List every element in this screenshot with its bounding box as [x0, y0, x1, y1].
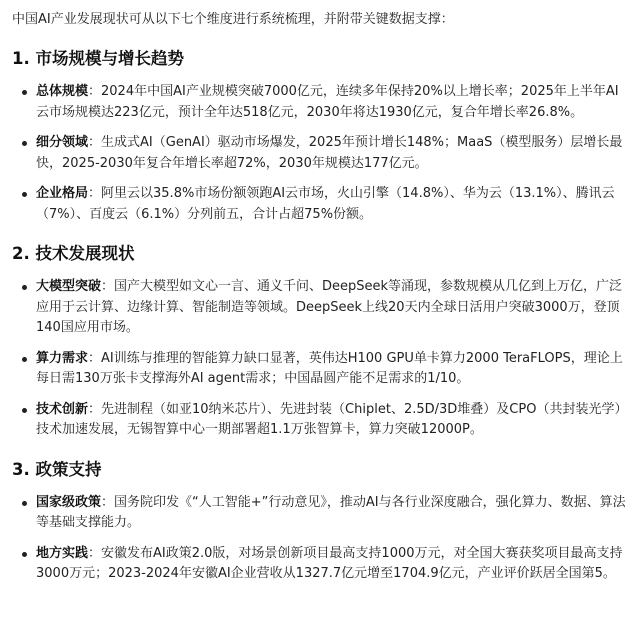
item-text: ：AI训练与推理的智能算力缺口显著，英伟达H100 GPU单卡算力2000 TeraFLOPS，理论上每日需130万张卡支撑海外AI agent需求；中国晶圆产能不足需求的1/10。: [36, 350, 623, 386]
item-text: ：2024年中国AI产业规模突破7000亿元，连续多年保持20%以上增长率；2025年上半年AI云市场规模达223亿元，预计全年达518亿元，2030年将达1930亿元，复合年增长率26.8%。: [36, 84, 619, 120]
bullet-icon: [22, 408, 27, 413]
bullet-icon: [22, 552, 27, 557]
item-text: ：国务院印发《“人工智能+”行动意见》，推动AI与各行业深度融合，强化算力、数据、算法等基础支撑能力。: [36, 494, 626, 530]
item-label: 国家级政策: [36, 494, 102, 510]
item-label: 技术创新: [36, 401, 89, 417]
section-policy: [12, 459, 626, 585]
section-title: 3. 政策支持: [12, 459, 102, 479]
bullet-list: [12, 277, 626, 441]
item-text: ：阿里云以35.8%市场份额领跑AI云市场，火山引擎（14.8%）、华为云（13.1%）、腾讯云（7%）、百度云（6.1%）分列前五，合计占超75%份额。: [36, 186, 615, 222]
item-label: 地方实践: [36, 545, 89, 561]
list-item: [12, 493, 626, 534]
bullet-list: [12, 82, 626, 225]
item-label: 细分领域: [36, 135, 89, 150]
section-title: 2. 技术发展现状: [12, 244, 135, 263]
section-market: [12, 48, 626, 225]
bullet-icon: [22, 90, 27, 95]
item-text: ：先进制程（如亚10纳米芯片）、先进封装（Chiplet、2.5D/3D堆叠）及CPO（共封装光学）技术加速发展，无锡智算中心一期部署超1.1万张智算卡，算力突破12000P。: [36, 401, 621, 437]
section-technology: [12, 243, 626, 441]
list-item: [12, 400, 626, 441]
list-item: [12, 133, 626, 174]
bullet-icon: [22, 501, 27, 506]
list-item: [12, 82, 626, 123]
list-item: [12, 184, 626, 225]
item-text: ：安徽发布AI政策2.0版，对场景创新项目最高支持1000万元，对全国大赛获奖项目最高支持3000万元；2023-2024年安徽AI企业营收从1327.7亿元增至1704.9亿元，产业评价跃居全国第5。: [36, 545, 623, 581]
bullet-icon: [22, 285, 27, 290]
intro-paragraph: 中国AI产业发展现状可从以下七个维度进行系统梳理，并附带关键数据支撑：: [12, 12, 454, 27]
item-text: ：生成式AI（GenAI）驱动市场爆发，2025年预计增长148%；MaaS（模型服务）层增长最快，2025-2030年复合年增长率超72%，2030年规模达177亿元。: [36, 135, 623, 171]
list-item: [12, 349, 626, 390]
item-text: ：国产大模型如文心一言、通义千问、DeepSeek等涌现，参数规模从几亿到上万亿，广泛应用于云计算、边缘计算、智能制造等领域。DeepSeek上线20天内全球日活用户突破3000万，登顶140国应用市场。: [36, 279, 623, 335]
item-label: 大模型突破: [36, 279, 102, 294]
section-title: 1. 市场规模与增长趋势: [12, 49, 184, 68]
bullet-icon: [22, 357, 27, 362]
bullet-list: [12, 493, 626, 585]
bullet-icon: [22, 141, 27, 146]
list-item: [12, 277, 626, 339]
item-label: 企业格局: [36, 186, 89, 201]
list-item: [12, 544, 626, 585]
item-label: 总体规模: [36, 84, 89, 99]
item-label: 算力需求: [36, 350, 89, 366]
bullet-icon: [22, 192, 27, 197]
